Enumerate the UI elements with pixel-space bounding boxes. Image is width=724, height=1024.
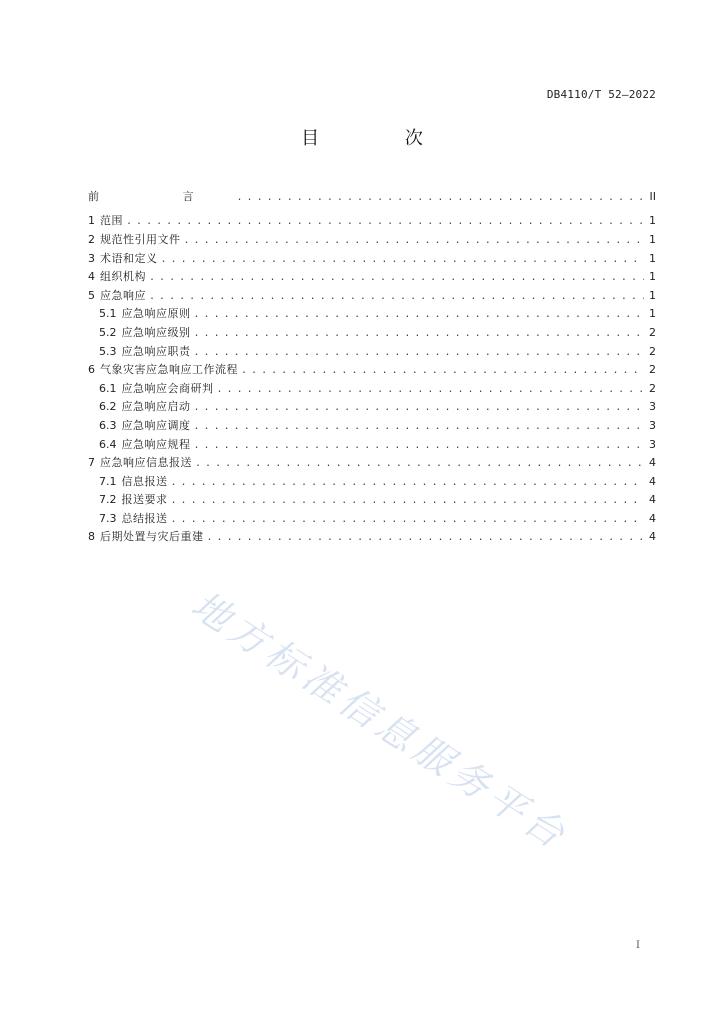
toc-entry-page: 4 [649,511,656,525]
toc-entry-page: 4 [649,530,656,544]
toc-entry-number: 6.1 [99,381,117,395]
toc-entry-number: 3 [88,251,95,265]
toc-dot-leader [241,362,644,381]
toc-entry-number: 7.2 [99,493,117,507]
toc-dot-leader [171,474,645,493]
toc-entry-number: 6.4 [99,437,117,451]
toc-subentry[interactable] [88,473,656,492]
toc-entry-title: 报送要求 [121,493,168,507]
toc-entry-title: 后期处置与灾后重建 [100,530,204,544]
toc-entry-number: 6.3 [99,418,117,432]
toc-entry-page: 2 [649,344,656,358]
table-of-contents [88,188,656,547]
toc-entry-title: 应急响应信息报送 [100,456,192,470]
watermark: 地方标准信息服务平台 [183,582,577,860]
toc-entry[interactable] [88,528,656,547]
toc-entry-page: 1 [649,214,656,228]
toc-entry-number: 2 [88,232,95,246]
toc-entry-title: 前 言 [88,190,234,203]
toc-entry-page: 2 [649,381,656,395]
toc-subentry[interactable] [88,417,656,436]
toc-dot-leader [161,251,645,270]
toc-subentry[interactable] [88,491,656,510]
toc-dot-leader [217,381,645,400]
toc-entry[interactable] [88,361,656,380]
toc-subentry[interactable] [88,398,656,417]
toc-entry-page: 1 [649,288,656,302]
toc-entry-number: 6 [88,363,95,377]
toc-entry-number: 1 [88,214,95,228]
toc-subentry[interactable] [88,343,656,362]
toc-entry[interactable] [88,212,656,231]
toc-entry-page: 3 [649,418,656,432]
toc-entry-title: 应急响应启动 [121,400,191,414]
toc-entry-title: 应急响应职责 [121,344,191,358]
toc-dot-leader [171,511,645,530]
toc-entry-page: 1 [649,251,656,265]
toc-entry-page: 4 [649,493,656,507]
toc-entry-title: 规范性引用文件 [100,232,181,246]
toc-dot-leader [194,344,645,363]
toc-dot-leader [126,213,644,232]
toc-subentry[interactable] [88,305,656,324]
toc-entry-number: 5.3 [99,344,117,358]
toc-dot-leader [184,232,645,251]
toc-entry-number: 7 [88,456,95,470]
toc-dot-leader [194,418,645,437]
toc-dot-leader [194,306,645,325]
page-title: 目 次 [301,128,463,149]
toc-entry-number: 8 [88,530,95,544]
document-code: DB4110/T 52—2022 [546,88,656,101]
toc-dot-leader [194,399,645,418]
toc-entry-page: 2 [649,363,656,377]
toc-entry[interactable] [88,454,656,473]
toc-entry-page: 1 [649,232,656,246]
toc-subentry[interactable] [88,380,656,399]
toc-dot-leader [207,529,645,548]
toc-entry-title: 范围 [100,214,123,228]
toc-entry-title: 应急响应会商研判 [121,381,214,395]
toc-entry-title: 总结报送 [121,511,168,525]
toc-entry-title: 应急响应调度 [121,418,191,432]
toc-entry[interactable] [88,268,656,287]
toc-entry-number: 7.1 [99,474,117,488]
toc-dot-leader [195,455,644,474]
toc-entry-number: 5 [88,288,95,302]
toc-entry-page: 2 [649,325,656,339]
toc-entry-page: 3 [649,437,656,451]
toc-entry-number: 4 [88,270,95,284]
toc-entry[interactable] [88,231,656,250]
toc-entry-number: 6.2 [99,400,117,414]
toc-dot-leader [237,189,645,208]
toc-entry[interactable] [88,287,656,306]
toc-entry-title: 组织机构 [100,270,146,284]
toc-entry-title: 信息报送 [121,474,168,488]
toc-entry-page: 4 [649,456,656,470]
toc-entry-page: II [649,190,656,203]
toc-entry-page: 1 [649,307,656,321]
toc-dot-leader [194,437,645,456]
toc-entry-page: 3 [649,400,656,414]
toc-entry-number: 5.1 [99,307,117,321]
toc-entry-page: 1 [649,270,656,284]
toc-entry-title: 术语和定义 [100,251,158,265]
toc-entry-number: 7.3 [99,511,117,525]
toc-dot-leader [171,492,645,511]
toc-subentry[interactable] [88,436,656,455]
toc-entry-title: 应急响应规程 [121,437,191,451]
toc-entry-title: 应急响应 [100,288,146,302]
toc-entry[interactable] [88,250,656,269]
page-number: I [636,940,640,951]
toc-entry-title: 应急响应级别 [121,325,191,339]
toc-entry-page: 4 [649,474,656,488]
toc-subentry[interactable] [88,510,656,529]
toc-dot-leader [194,325,645,344]
toc-entry-title: 气象灾害应急响应工作流程 [100,363,238,377]
toc-dot-leader [149,288,644,307]
toc-subentry[interactable] [88,324,656,343]
toc-entry-title: 应急响应原则 [121,307,191,321]
toc-dot-leader [149,269,644,288]
toc-entry-number: 5.2 [99,325,117,339]
toc-entry[interactable] [88,188,656,207]
